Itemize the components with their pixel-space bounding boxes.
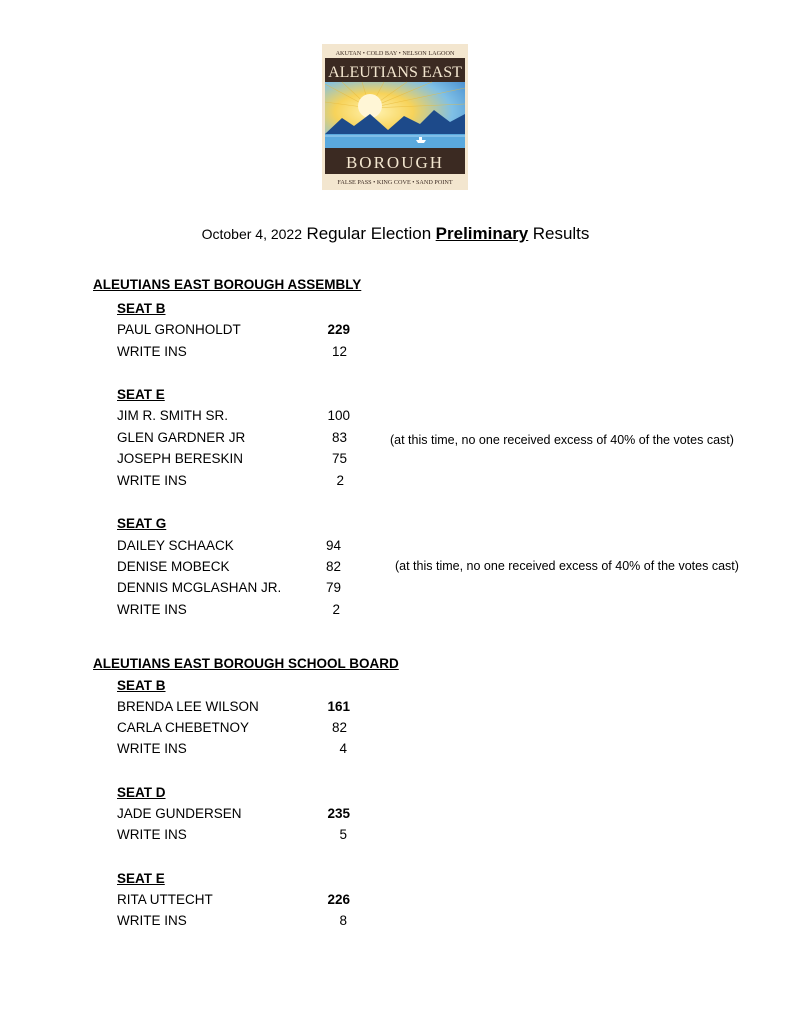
vote-count: 229 — [327, 322, 350, 337]
vote-count: 94 — [326, 538, 342, 553]
result-row — [117, 741, 357, 761]
result-row — [117, 322, 357, 342]
candidate-name: WRITE INS — [117, 344, 187, 359]
result-row — [117, 408, 357, 428]
candidate-name: WRITE INS — [117, 827, 187, 842]
candidate-name: GLEN GARDNER JR — [117, 430, 246, 445]
vote-count: 79 — [326, 580, 342, 595]
vote-count: 75 — [331, 451, 347, 466]
school-seat-b-label: SEAT B — [117, 678, 166, 693]
vote-count: 82 — [331, 720, 347, 735]
result-row — [117, 892, 357, 912]
candidate-name: DENNIS MCGLASHAN JR. — [117, 580, 282, 595]
logo-top-text: AKUTAN • COLD BAY • NELSON LAGOON — [335, 50, 455, 57]
candidate-name: DENISE MOBECK — [117, 559, 230, 574]
borough-logo-graphic — [322, 44, 468, 190]
candidate-name: JADE GUNDERSEN — [117, 806, 242, 821]
vote-count: 8 — [339, 913, 347, 928]
candidate-name: WRITE INS — [117, 473, 187, 488]
vote-count: 82 — [326, 559, 342, 574]
result-row — [117, 473, 357, 493]
result-row — [117, 430, 357, 450]
logo-name-top: ALEUTIANS EAST — [328, 64, 462, 81]
result-row — [117, 451, 357, 471]
result-row — [117, 559, 357, 579]
candidate-name: PAUL GRONHOLDT — [117, 322, 241, 337]
borough-logo — [322, 44, 468, 190]
assembly-heading: ALEUTIANS EAST BOROUGH ASSEMBLY — [93, 277, 362, 292]
school-board-heading: ALEUTIANS EAST BOROUGH SCHOOL BOARD — [93, 656, 399, 671]
vote-count: 5 — [339, 827, 347, 842]
page-title — [0, 224, 791, 244]
result-row — [117, 720, 357, 740]
title-part1: Regular Election — [306, 224, 432, 243]
vote-count: 4 — [339, 741, 347, 756]
school-seat-d-label: SEAT D — [117, 785, 166, 800]
title-emphasis: Preliminary — [435, 224, 529, 243]
result-row — [117, 913, 357, 933]
result-row — [117, 344, 357, 364]
result-row — [117, 806, 357, 826]
candidate-name: WRITE INS — [117, 913, 187, 928]
result-row — [117, 580, 357, 600]
result-row — [117, 538, 357, 558]
vote-count: 100 — [327, 408, 350, 423]
assembly-seat-g-label: SEAT G — [117, 516, 167, 531]
logo-bottom-text: FALSE PASS • KING COVE • SAND POINT — [337, 179, 453, 186]
candidate-name: WRITE INS — [117, 602, 187, 617]
candidate-name: JOSEPH BERESKIN — [117, 451, 244, 466]
vote-count: 235 — [327, 806, 350, 821]
vote-count: 2 — [332, 602, 340, 617]
seat-g-note: (at this time, no one received excess of 40% of the votes cast) — [395, 559, 739, 573]
vote-count: 12 — [331, 344, 347, 359]
vote-count: 83 — [331, 430, 347, 445]
candidate-name: WRITE INS — [117, 741, 187, 756]
title-date: October 4, 2022 — [201, 226, 302, 242]
candidate-name: BRENDA LEE WILSON — [117, 699, 259, 714]
title-part2: Results — [532, 224, 590, 243]
candidate-name: RITA UTTECHT — [117, 892, 213, 907]
assembly-seat-b-label: SEAT B — [117, 301, 166, 316]
candidate-name: CARLA CHEBETNOY — [117, 720, 250, 735]
candidate-name: DAILEY SCHAACK — [117, 538, 234, 553]
vote-count: 226 — [327, 892, 350, 907]
assembly-seat-e-label: SEAT E — [117, 387, 165, 402]
result-row — [117, 602, 357, 622]
result-row — [117, 699, 357, 719]
school-seat-e-label: SEAT E — [117, 871, 165, 886]
seat-e-note: (at this time, no one received excess of 40% of the votes cast) — [390, 433, 734, 447]
vote-count: 2 — [336, 473, 344, 488]
logo-name-bottom: BOROUGH — [345, 153, 445, 172]
result-row — [117, 827, 357, 847]
candidate-name: JIM R. SMITH SR. — [117, 408, 228, 423]
vote-count: 161 — [327, 699, 350, 714]
